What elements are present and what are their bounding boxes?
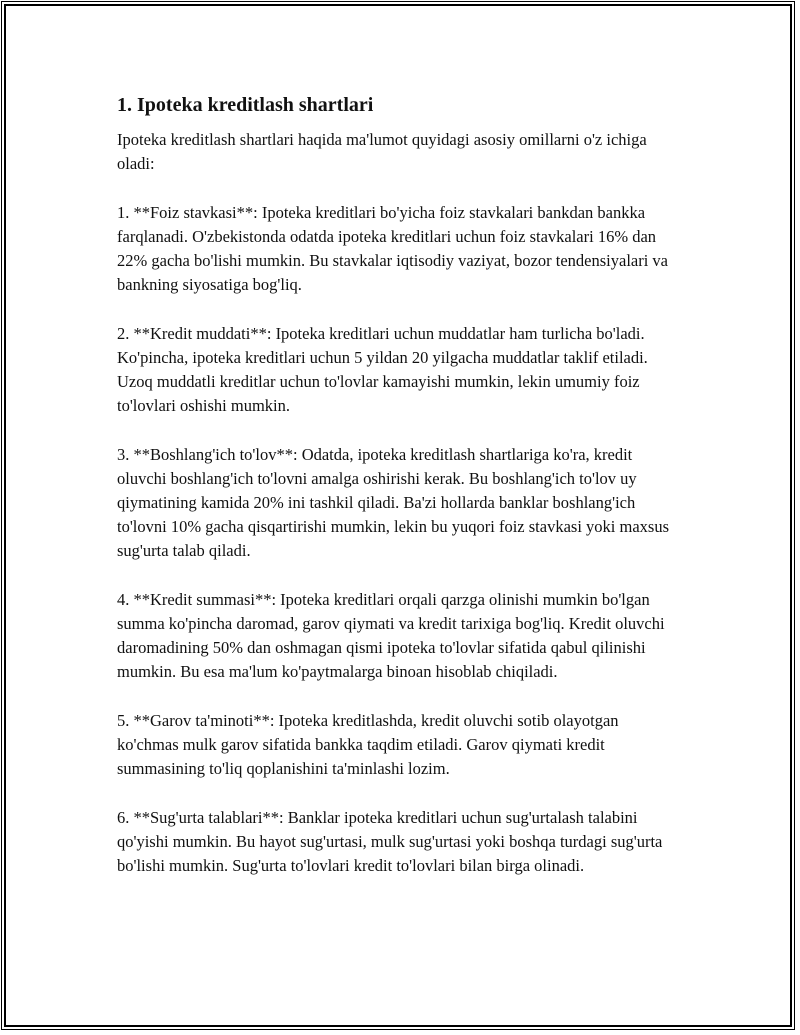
list-item-down-payment: 3. **Boshlang'ich to'lov**: Odatda, ipoteka kreditlash shartlariga ko'ra, kredit oluvchi boshlang'ich to'lovni amalga oshirishi kerak. Bu boshlang'ich to'lov uy qiymatining kamida 20% ini tashkil qiladi. Ba'zi hollarda banklar boshlang'ich to'lovni 10% gacha qisqartirishi mumkin, lekin bu yuqori foiz stavkasi yoki maxsus sug'urta talab qiladi. <box>117 444 669 561</box>
list-item-interest-rate: 1. **Foiz stavkasi**: Ipoteka kreditlari bo'yicha foiz stavkalari bankdan bankka farqlanadi. O'zbekistonda odatda ipoteka kreditlari uchun foiz stavkalari 16% dan 22% gacha bo'lishi mumkin. Bu stavkalar iqtisodiy vaziyat, bozor tendensiyalari va bankning siyosatiga bog'liq. <box>117 202 669 295</box>
list-item-loan-term: 2. **Kredit muddati**: Ipoteka kreditlari uchun muddatlar ham turlicha bo'ladi. Ko'pincha, ipoteka kreditlari uchun 5 yildan 20 yilgacha muddatlar taklif etiladi. Uzoq muddatli kreditlar uchun to'lovlar kamayishi mumkin, lekin umumiy foiz to'lovlari oshishi mumkin. <box>117 323 648 416</box>
list-item-insurance: 6. **Sug'urta talablari**: Banklar ipoteka kreditlari uchun sug'urtalash talabini qo'yishi mumkin. Bu hayot sug'urtasi, mulk sug'urtasi yoki boshqa turdagi sug'urta bo'lishi mumkin. Sug'urta to'lovlari kredit to'lovlari bilan birga olinadi. <box>117 807 663 875</box>
intro-paragraph: Ipoteka kreditlash shartlari haqida ma'lumot quyidagi asosiy omillarni o'z ichiga oladi: <box>117 130 647 174</box>
document-body <box>117 92 683 902</box>
document-title: 1. Ipoteka kreditlash shartlari <box>117 94 374 116</box>
list-item-loan-amount: 4. **Kredit summasi**: Ipoteka kreditlari orqali qarzga olinishi mumkin bo'lgan summa ko'pincha daromad, garov qiymati va kredit tarixiga bog'liq. Kredit oluvchi daromadining 50% dan oshmagan qismi ipoteka to'lovlar sifatida qabul qilinishi mumkin. Bu esa ma'lum ko'paytmalarga binoan hisoblab chiqiladi. <box>117 589 665 682</box>
list-item-collateral: 5. **Garov ta'minoti**: Ipoteka kreditlashda, kredit oluvchi sotib olayotgan ko'chmas mulk garov sifatida bankka taqdim etiladi. Garov qiymati kredit summasining to'liq qoplanishini ta'minlashi lozim. <box>117 710 619 779</box>
